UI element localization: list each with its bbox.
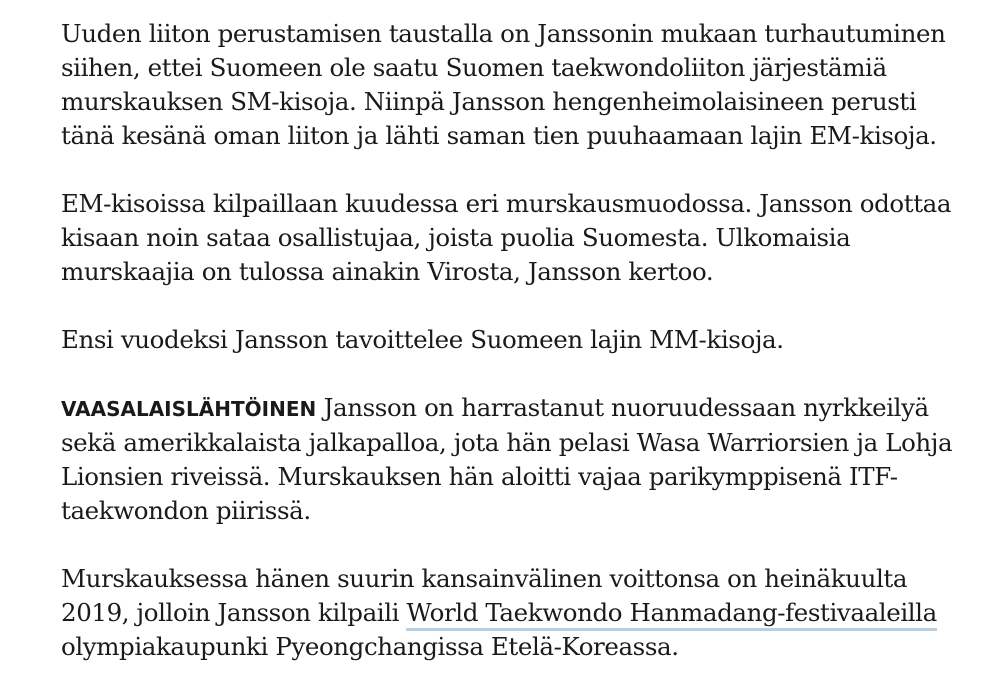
article-paragraph-1: Uuden liiton perustamisen taustalla on Janssonin mukaan turhautuminen siihen, ettei Suomeen ole saatu Suomen taekwondoliiton järjestämiä murskauksen SM-kisoja. Niinpä Jansson hengenheimolaisineen perusti tänä kesänä oman liiton ja lähti saman tien puuhaamaan lajin EM-kisoja. <box>61 19 946 150</box>
paragraph-5-text-after: olympiakaupunki Pyeongchangissa Etelä-Koreassa. <box>61 632 679 661</box>
paragraph-4-text: Jansson on harrastanut nuoruudessaan nyrkkeilyä sekä amerikkalaista jalkapalloa, jota hän pelasi Wasa Warriorsien ja Lohja Lionsien riveissä. Murskauksen hän aloitti vajaa parikymppisenä ITF-taekwondon piirissä. <box>61 393 953 525</box>
article-body <box>61 17 961 698</box>
hanmadang-festival-link[interactable]: World Taekwondo Hanmadang-festivaaleilla <box>406 598 936 631</box>
paragraph-5-text-before: Murskauksessa hänen suurin kansainvälinen voittonsa on heinäkuulta 2019, jolloin Jansson kilpaili <box>61 564 908 627</box>
article-paragraph-4 <box>61 391 961 528</box>
article-paragraph-2: EM-kisoissa kilpaillaan kuudessa eri murskausmuodossa. Jansson odottaa kisaan noin sataa osallistujaa, joista puolia Suomesta. Ulkomaisia murskaajia on tulossa ainakin Virosta, Jansson kertoo. <box>61 189 952 286</box>
article-paragraph-5 <box>61 562 961 664</box>
article-paragraph-3: Ensi vuodeksi Jansson tavoittelee Suomeen lajin MM-kisoja. <box>61 325 784 354</box>
section-lead-word: VAASALAISLÄHTÖINEN <box>61 397 317 421</box>
